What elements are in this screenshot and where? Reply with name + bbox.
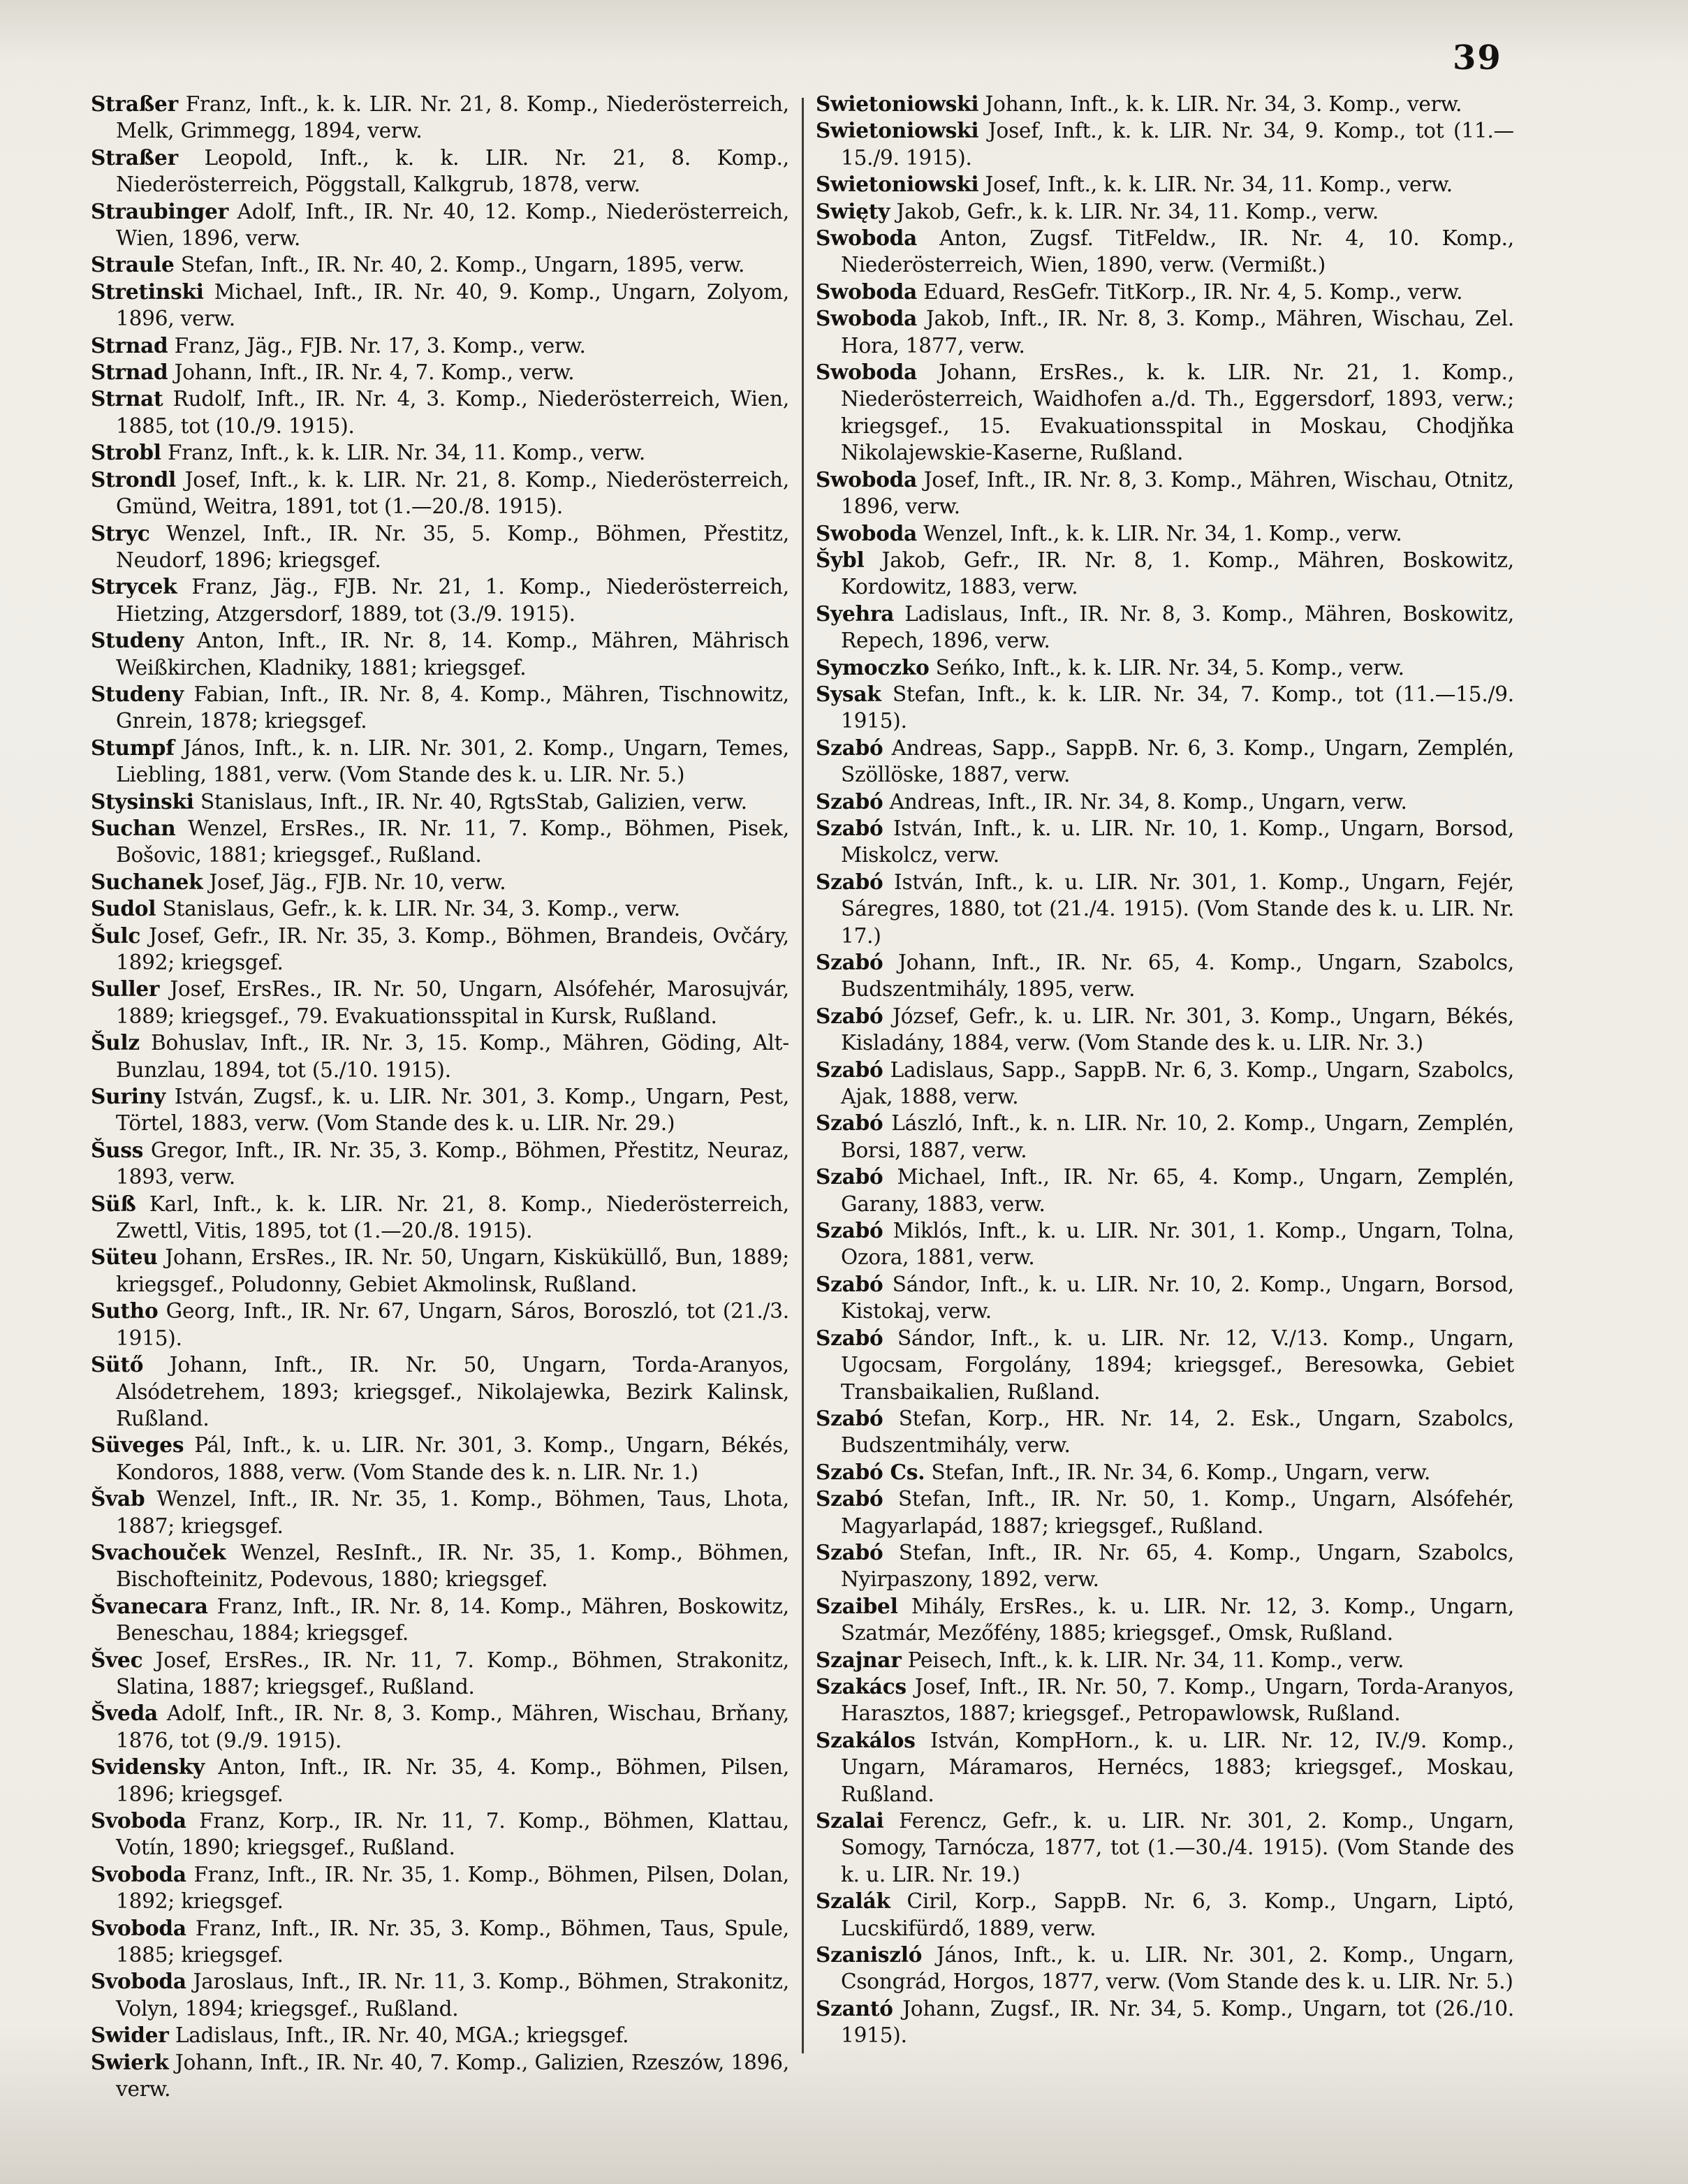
entry-surname: Šulz	[91, 1030, 140, 1055]
register-entry	[816, 279, 1514, 305]
register-entry	[816, 1057, 1514, 1111]
register-entry	[91, 386, 789, 439]
register-entry	[816, 1164, 1514, 1217]
entry-surname: Szabó	[816, 1486, 883, 1511]
entry-details: Jakob, Inft., IR. Nr. 8, 3. Komp., Mähren, Wischau, Zel. Hora, 1877, verw.	[841, 307, 1514, 358]
entry-details: János, Inft., k. u. LIR. Nr. 301, 2. Komp., Ungarn, Csongrád, Horgos, 1877, verw. (Vom Stande des k. u. LIR. Nr. 5.)	[841, 1943, 1514, 1994]
register-entry	[91, 1754, 789, 1808]
register-entry	[91, 1137, 789, 1191]
entry-details: István, Inft., k. u. LIR. Nr. 301, 1. Komp., Ungarn, Fejér, Sáregres, 1880, tot (21./4. 1915). (Vom Stande des k. u. LIR. Nr. 17.)	[841, 870, 1514, 948]
entry-details: Franz, Inft., k. k. LIR. Nr. 34, 11. Komp., verw.	[167, 441, 646, 465]
register-entry	[91, 359, 789, 386]
register-entry	[816, 869, 1514, 949]
register-entry	[816, 1673, 1514, 1727]
entry-details: Anton, Zugsf. TitFeldw., IR. Nr. 4, 10. Komp., Niederösterreich, Wien, 1890, verw. (Vermißt.)	[841, 226, 1514, 277]
page-number: 39	[1453, 38, 1502, 78]
register-entry	[91, 1432, 789, 1486]
entry-surname: Syehra	[816, 601, 895, 626]
entry-details: Ladislaus, Inft., IR. Nr. 8, 3. Komp., Mähren, Boskowitz, Repech, 1896, verw.	[841, 601, 1515, 653]
entry-surname: Suchan	[91, 815, 176, 840]
entry-details: Eduard, ResGefr. TitKorp., IR. Nr. 4, 5. Komp., verw.	[923, 279, 1463, 304]
entry-details: Ciril, Korp., SappB. Nr. 6, 3. Komp., Ungarn, Liptó, Lucskifürdő, 1889, verw.	[841, 1889, 1514, 1940]
entry-surname: Szabó	[816, 950, 883, 974]
entry-surname: Straule	[91, 252, 175, 277]
register-entry	[816, 520, 1514, 547]
entry-details: Johann, Zugsf., IR. Nr. 34, 5. Komp., Ungarn, tot (26./10. 1915).	[841, 1996, 1514, 2048]
entry-surname: Szaibel	[816, 1593, 898, 1618]
entry-surname: Strnat	[91, 386, 163, 411]
entry-surname: Szabó	[816, 789, 883, 814]
register-entry	[91, 2049, 789, 2103]
register-entry	[91, 869, 789, 895]
entry-surname: Szabó	[816, 1111, 883, 1136]
entry-details: Georg, Inft., IR. Nr. 67, Ungarn, Sáros, Boroszló, tot (21./3. 1915).	[116, 1299, 789, 1350]
entry-surname: Szabó	[816, 1405, 883, 1430]
register-entry	[91, 895, 789, 922]
entry-surname: Swoboda	[816, 360, 918, 385]
entry-surname: Stretinski	[91, 279, 204, 304]
entry-surname: Swietoniowski	[816, 172, 979, 197]
register-entry	[816, 1486, 1514, 1539]
entry-surname: Strycek	[91, 574, 177, 599]
entry-surname: Straubinger	[91, 198, 229, 223]
register-entry	[91, 1861, 789, 1915]
entry-details: Ferencz, Gefr., k. u. LIR. Nr. 301, 2. Komp., Ungarn, Somogy, Tarnócza, 1877, tot (1.—30./4. 1915). (Vom Stande des k. u. LIR. Nr. 19.)	[841, 1809, 1515, 1886]
entry-surname: Szabó	[816, 1271, 883, 1296]
entry-details: István, KompHorn., k. u. LIR. Nr. 12, IV./9. Komp., Ungarn, Máramaros, Hernécs, 1883; kriegsgef., Moskau, Rußland.	[841, 1728, 1514, 1806]
entry-surname: Szantó	[816, 1995, 893, 2021]
register-entry	[91, 1968, 789, 2022]
register-entry	[816, 1459, 1514, 1486]
entry-details: Johann, ErsRes., k. k. LIR. Nr. 21, 1. Komp., Niederösterreich, Waidhofen a./d. Th., Eggersdorf, 1893, verw.; kriegsgef., 15. Evakuationsspital in Moskau, Chodjňka Nikolajewskie-Kaserne, Rußland.	[841, 360, 1514, 465]
register-entry	[816, 171, 1514, 198]
entry-details: Wenzel, ErsRes., IR. Nr. 11, 7. Komp., Böhmen, Pisek, Bošovic, 1881; kriegsgef., Rußland.	[116, 816, 789, 867]
entry-surname: Svoboda	[91, 1915, 186, 1940]
register-entry	[91, 627, 789, 681]
entry-surname: Szakács	[816, 1673, 907, 1699]
entry-details: Wenzel, ResInft., IR. Nr. 35, 1. Komp., Böhmen, Bischofteinitz, Podevous, 1880; kriegsgef.	[116, 1540, 789, 1592]
entry-details: Sándor, Inft., k. u. LIR. Nr. 12, V./13. Komp., Ungarn, Ugocsam, Forgolány, 1894; kriegsgef., Beresowka, Gebiet Transbaikalien, Rußland.	[841, 1326, 1514, 1404]
register-entry	[91, 735, 789, 789]
entry-surname: Süteu	[91, 1245, 158, 1270]
register-entry	[816, 198, 1514, 225]
register-entry	[816, 735, 1514, 789]
entry-details: László, Inft., k. n. LIR. Nr. 10, 2. Komp., Ungarn, Zemplén, Borsi, 1887, verw.	[841, 1111, 1514, 1162]
register-entry	[816, 467, 1514, 520]
register-entry	[816, 654, 1514, 681]
entry-surname: Strobl	[91, 440, 161, 465]
entry-surname: Strondl	[91, 467, 177, 492]
register-entry	[91, 251, 789, 278]
entry-surname: Švab	[91, 1486, 145, 1511]
entry-details: Stefan, Inft., IR. Nr. 40, 2. Komp., Ungarn, 1895, verw.	[180, 253, 745, 277]
entry-details: Franz, Inft., IR. Nr. 8, 14. Komp., Mähren, Boskowitz, Beneschau, 1884; kriegsgef.	[116, 1594, 789, 1646]
entry-details: Mihály, ErsRes., k. u. LIR. Nr. 12, 3. Komp., Ungarn, Szatmár, Mezőfény, 1885; kriegsgef., Omsk, Rußland.	[841, 1594, 1515, 1646]
entry-details: Stanislaus, Inft., IR. Nr. 40, RgtsStab, Galizien, verw.	[200, 789, 747, 814]
entry-details: Josef, Gefr., IR. Nr. 35, 3. Komp., Böhmen, Brandeis, Ovčáry, 1892; kriegsgef.	[116, 923, 789, 974]
register-entry	[816, 225, 1514, 279]
register-entry	[91, 1808, 789, 1861]
entry-details: Josef, Inft., IR. Nr. 50, 7. Komp., Ungarn, Torda-Aranyos, Harasztos, 1887; kriegsgef., Petropawlowsk, Rußland.	[841, 1674, 1514, 1726]
register-entry	[816, 1110, 1514, 1164]
entry-details: Anton, Inft., IR. Nr. 8, 14. Komp., Mähren, Mährisch Weißkirchen, Kladniky, 1881; kriegsgef.	[116, 629, 789, 680]
entry-details: Gregor, Inft., IR. Nr. 35, 3. Komp., Böhmen, Přestitz, Neuraz, 1893, verw.	[116, 1138, 789, 1189]
entry-details: Michael, Inft., IR. Nr. 40, 9. Komp., Ungarn, Zolyom, 1896, verw.	[116, 279, 789, 331]
entry-surname: Szabó Cs.	[816, 1459, 925, 1484]
entry-details: Wenzel, Inft., k. k. LIR. Nr. 34, 1. Komp., verw.	[923, 521, 1402, 545]
register-entry	[91, 976, 789, 1029]
entry-details: Stefan, Inft., IR. Nr. 34, 6. Komp., Ungarn, verw.	[931, 1460, 1431, 1484]
entry-details: Peisech, Inft., k. k. LIR. Nr. 34, 11. Komp., verw.	[907, 1648, 1404, 1672]
entry-surname: Swoboda	[816, 279, 918, 304]
entry-details: Josef, Inft., IR. Nr. 8, 3. Komp., Mähren, Wischau, Otnitz, 1896, verw.	[841, 467, 1514, 519]
entry-details: József, Gefr., k. u. LIR. Nr. 301, 3. Komp., Ungarn, Békés, Kisladány, 1884, verw. (Vom Stande des k. u. LIR. Nr. 3.)	[841, 1004, 1514, 1055]
register-entry	[816, 1647, 1514, 1673]
register-entry	[91, 1244, 789, 1298]
entry-surname: Süveges	[91, 1432, 184, 1458]
entry-surname: Szabó	[816, 869, 883, 894]
entry-surname: Suriny	[91, 1084, 166, 1109]
entry-details: Stefan, Inft., IR. Nr. 50, 1. Komp., Ungarn, Alsófehér, Magyarlapád, 1887; kriegsgef., Rußland.	[841, 1487, 1514, 1538]
entry-details: Miklós, Inft., k. u. LIR. Nr. 301, 1. Komp., Ungarn, Tolna, Ozora, 1881, verw.	[841, 1219, 1514, 1270]
entry-surname: Szalai	[816, 1808, 884, 1833]
entry-details: Leopold, Inft., k. k. LIR. Nr. 21, 8. Komp., Niederösterreich, Pöggstall, Kalkgrub, 1878, verw.	[116, 145, 789, 197]
entry-surname: Swoboda	[816, 467, 918, 492]
entry-surname: Szabó	[816, 735, 883, 760]
register-entry	[91, 2022, 789, 2049]
entry-details: Adolf, Inft., IR. Nr. 8, 3. Komp., Mähren, Wischau, Brňany, 1876, tot (9./9. 1915).	[116, 1701, 790, 1752]
register-entry	[91, 520, 789, 574]
register-entry	[91, 1915, 789, 1969]
register-entry	[91, 923, 789, 976]
entry-details: Pál, Inft., k. u. LIR. Nr. 301, 3. Komp., Ungarn, Békés, Kondoros, 1888, verw. (Vom Stande des k. n. LIR. Nr. 1.)	[116, 1433, 789, 1484]
entry-details: Josef, Inft., k. k. LIR. Nr. 21, 8. Komp., Niederösterreich, Gmünd, Weitra, 1891, tot (1.—20./8. 1915).	[116, 467, 789, 519]
register-entry	[91, 1700, 789, 1754]
entry-details: Josef, Inft., k. k. LIR. Nr. 34, 9. Komp., tot (11.—15./9. 1915).	[841, 119, 1514, 170]
register-entry	[91, 279, 789, 332]
entry-surname: Szabó	[816, 1003, 883, 1028]
entry-surname: Švanecara	[91, 1593, 208, 1618]
entry-details: Johann, Inft., k. k. LIR. Nr. 34, 3. Komp., verw.	[985, 92, 1462, 116]
entry-details: Franz, Inft., k. k. LIR. Nr. 21, 8. Komp., Niederösterreich, Melk, Grimmegg, 1894, verw.	[116, 92, 789, 143]
register-entry	[816, 949, 1514, 1003]
entry-surname: Sütő	[91, 1352, 144, 1377]
entry-details: Michael, Inft., IR. Nr. 65, 4. Komp., Ungarn, Zemplén, Garany, 1883, verw.	[841, 1165, 1514, 1216]
register-entry	[91, 439, 789, 466]
entry-details: Bohuslav, Inft., IR. Nr. 3, 15. Komp., Mähren, Göding, Alt-Bunzlau, 1894, tot (5./10. 1915).	[116, 1031, 789, 1082]
entry-surname: Šuss	[91, 1137, 144, 1162]
entry-details: Ladislaus, Sapp., SappB. Nr. 6, 3. Komp., Ungarn, Szabolcs, Ajak, 1888, verw.	[841, 1057, 1514, 1109]
entry-surname: Szabó	[816, 1057, 883, 1082]
entry-surname: Švec	[91, 1647, 143, 1672]
register-entry	[91, 1539, 789, 1593]
entry-details: Johann, Inft., IR. Nr. 4, 7. Komp., verw.	[174, 360, 575, 385]
entry-surname: Suchanek	[91, 869, 203, 894]
entry-surname: Šybl	[816, 547, 865, 572]
entry-surname: Šulc	[91, 923, 141, 948]
register-entry	[816, 1888, 1514, 1942]
register-entry	[816, 1593, 1514, 1647]
entry-surname: Stysinski	[91, 789, 194, 814]
entry-surname: Svoboda	[91, 1861, 186, 1886]
entry-surname: Swierk	[91, 2049, 169, 2074]
entry-surname: Szakálos	[816, 1727, 916, 1752]
entry-details: Josef, Inft., k. k. LIR. Nr. 34, 11. Komp., verw.	[985, 173, 1453, 197]
entry-details: Johann, Inft., IR. Nr. 40, 7. Komp., Galizien, Rzeszów, 1896, verw.	[116, 2050, 789, 2102]
register-entry	[91, 91, 789, 145]
register-entry	[91, 1486, 789, 1539]
left-column	[91, 91, 789, 2102]
entry-details: Stanislaus, Gefr., k. k. LIR. Nr. 34, 3. Komp., verw.	[162, 897, 680, 921]
entry-surname: Studeny	[91, 681, 184, 706]
entry-details: Ladislaus, Inft., IR. Nr. 40, MGA.; kriegsgef.	[175, 2023, 629, 2048]
register-entry	[91, 1593, 789, 1647]
entry-details: Sándor, Inft., k. u. LIR. Nr. 10, 2. Komp., Ungarn, Borsod, Kistokaj, verw.	[841, 1272, 1514, 1324]
register-entry	[816, 91, 1514, 117]
entry-details: Franz, Korp., IR. Nr. 11, 7. Komp., Böhmen, Klattau, Votín, 1890; kriegsgef., Rußland.	[116, 1809, 789, 1860]
entry-surname: Stumpf	[91, 735, 175, 760]
entry-details: Rudolf, Inft., IR. Nr. 4, 3. Komp., Niederösterreich, Wien, 1885, tot (10./9. 1915).	[116, 387, 789, 438]
register-entry	[816, 305, 1514, 359]
register-entry	[816, 1727, 1514, 1808]
register-entry	[816, 1995, 1514, 2049]
entry-surname: Szabó	[816, 1218, 883, 1243]
register-entry	[816, 1325, 1514, 1405]
entry-details: Josef, Jäg., FJB. Nr. 10, verw.	[209, 870, 506, 894]
entry-surname: Szalák	[816, 1889, 890, 1914]
entry-details: Stefan, Inft., IR. Nr. 65, 4. Komp., Ungarn, Szabolcs, Nyirpaszony, 1892, verw.	[841, 1540, 1514, 1592]
entry-surname: Stryc	[91, 520, 150, 545]
entry-details: Fabian, Inft., IR. Nr. 8, 4. Komp., Mähren, Tischnowitz, Gnrein, 1878; kriegsgef.	[116, 682, 789, 733]
entry-details: Wenzel, Inft., IR. Nr. 35, 1. Komp., Böhmen, Taus, Lhota, 1887; kriegsgef.	[116, 1487, 789, 1538]
register-entry	[816, 1405, 1514, 1459]
entry-surname: Šveda	[91, 1701, 158, 1726]
register-entry	[91, 467, 789, 520]
register-entry	[91, 573, 789, 627]
entry-surname: Szabó	[816, 1325, 883, 1350]
register-entry	[816, 815, 1514, 869]
entry-details: János, Inft., k. n. LIR. Nr. 301, 2. Komp., Ungarn, Temes, Liebling, 1881, verw. (Vom Stande des k. u. LIR. Nr. 5.)	[116, 735, 789, 787]
entry-surname: Symoczko	[816, 654, 930, 680]
register-entry	[816, 789, 1514, 815]
entry-surname: Svachouček	[91, 1539, 226, 1564]
entry-surname: Sutho	[91, 1298, 159, 1324]
entry-surname: Strnad	[91, 332, 168, 358]
register-entry	[816, 1003, 1514, 1057]
register-entry	[816, 601, 1514, 654]
register-entry	[91, 1298, 789, 1351]
entry-details: Seńko, Inft., k. k. LIR. Nr. 34, 5. Komp., verw.	[935, 655, 1404, 680]
entry-details: Stefan, Korp., HR. Nr. 14, 2. Esk., Ungarn, Szabolcs, Budszentmihály, verw.	[841, 1406, 1514, 1458]
entry-surname: Szajnar	[816, 1647, 902, 1672]
entry-surname: Swoboda	[816, 520, 918, 545]
entry-surname: Szabó	[816, 1164, 883, 1189]
entry-surname: Straßer	[91, 145, 178, 170]
entry-surname: Szaniszló	[816, 1942, 923, 1967]
register-entry	[91, 1191, 789, 1245]
entry-surname: Szabó	[816, 1539, 883, 1564]
entry-details: Franz, Jäg., FJB. Nr. 21, 1. Komp., Niederösterreich, Hietzing, Atzgersdorf, 1889, tot (3./9. 1915).	[116, 575, 789, 626]
entry-surname: Suller	[91, 976, 160, 1002]
entry-surname: Süß	[91, 1191, 136, 1216]
entry-details: Adolf, Inft., IR. Nr. 40, 12. Komp., Niederösterreich, Wien, 1896, verw.	[116, 199, 789, 251]
register-entry	[816, 1539, 1514, 1593]
register-entry	[816, 1808, 1514, 1888]
entry-details: Johann, ErsRes., IR. Nr. 50, Ungarn, Kisküküllő, Bun, 1889; kriegsgef., Poludonny, Gebiet Akmolinsk, Rußland.	[116, 1245, 789, 1296]
entry-details: Franz, Jäg., FJB. Nr. 17, 3. Komp., verw.	[174, 333, 586, 358]
register-entry	[91, 1647, 789, 1701]
entry-surname: Szabó	[816, 815, 883, 840]
entry-surname: Sudol	[91, 896, 156, 921]
entry-details: Josef, ErsRes., IR. Nr. 11, 7. Komp., Böhmen, Strakonitz, Slatina, 1887; kriegsgef., Rußland.	[116, 1648, 789, 1699]
entry-surname: Straßer	[91, 91, 178, 116]
right-column	[816, 91, 1514, 2049]
entry-details: Franz, Inft., IR. Nr. 35, 3. Komp., Böhmen, Taus, Spule, 1885; kriegsgef.	[116, 1916, 789, 1967]
entry-details: Anton, Inft., IR. Nr. 35, 4. Komp., Böhmen, Pilsen, 1896; kriegsgef.	[116, 1755, 789, 1806]
entry-details: Jakob, Gefr., IR. Nr. 8, 1. Komp., Mähren, Boskowitz, Kordowitz, 1883, verw.	[841, 548, 1514, 599]
entry-surname: Swietoniowski	[816, 118, 979, 143]
entry-surname: Studeny	[91, 628, 184, 653]
entry-surname: Swięty	[816, 198, 890, 223]
register-entry	[91, 1029, 789, 1083]
entry-details: Jakob, Gefr., k. k. LIR. Nr. 34, 11. Komp., verw.	[896, 199, 1379, 223]
entry-surname: Swoboda	[816, 306, 918, 331]
register-entry	[91, 145, 789, 198]
entry-surname: Svidensky	[91, 1754, 205, 1780]
entry-surname: Sysak	[816, 681, 881, 706]
register-entry	[816, 117, 1514, 171]
entry-surname: Svoboda	[91, 1808, 186, 1833]
entry-surname: Swietoniowski	[816, 91, 979, 116]
entry-details: Andreas, Inft., IR. Nr. 34, 8. Komp., Ungarn, verw.	[889, 789, 1407, 814]
column-divider	[802, 98, 804, 2053]
entry-details: Josef, ErsRes., IR. Nr. 50, Ungarn, Alsófehér, Marosujvár, 1889; kriegsgef., 79. Evakuationsspital in Kursk, Rußland.	[116, 977, 789, 1028]
register-entry	[91, 789, 789, 815]
entry-details: Johann, Inft., IR. Nr. 50, Ungarn, Torda-Aranyos, Alsódetrehem, 1893; kriegsgef., Nikolajewka, Bezirk Kalinsk, Rußland.	[116, 1353, 789, 1430]
register-entry	[91, 1083, 789, 1137]
register-entry	[91, 1351, 789, 1432]
entry-details: Jaroslaus, Inft., IR. Nr. 11, 3. Komp., Böhmen, Strakonitz, Volyn, 1894; kriegsgef., Rußland.	[116, 1970, 789, 2021]
register-entry	[816, 1942, 1514, 1995]
register-entry	[816, 1217, 1514, 1271]
entry-details: István, Inft., k. u. LIR. Nr. 10, 1. Komp., Ungarn, Borsod, Miskolcz, verw.	[841, 816, 1514, 867]
entry-surname: Svoboda	[91, 1969, 186, 1994]
entry-details: Franz, Inft., IR. Nr. 35, 1. Komp., Böhmen, Pilsen, Dolan, 1892; kriegsgef.	[116, 1862, 789, 1914]
entry-details: Andreas, Sapp., SappB. Nr. 6, 3. Komp., Ungarn, Zemplén, Szöllöske, 1887, verw.	[841, 735, 1514, 787]
entry-surname: Swoboda	[816, 226, 918, 251]
register-entry	[91, 681, 789, 735]
register-entry	[91, 815, 789, 869]
entry-details: István, Zugsf., k. u. LIR. Nr. 301, 3. Komp., Ungarn, Pest, Törtel, 1883, verw. (Vom Stande des k. u. LIR. Nr. 29.)	[116, 1085, 789, 1136]
entry-details: Karl, Inft., k. k. LIR. Nr. 21, 8. Komp., Niederösterreich, Zwettl, Vitis, 1895, tot (1.—20./8. 1915).	[116, 1192, 789, 1243]
entry-details: Wenzel, Inft., IR. Nr. 35, 5. Komp., Böhmen, Přestitz, Neudorf, 1896; kriegsgef.	[116, 521, 789, 572]
entry-surname: Swider	[91, 2023, 169, 2048]
register-entry	[816, 1271, 1514, 1325]
register-entry	[816, 681, 1514, 735]
register-entry	[91, 332, 789, 359]
register-entry	[816, 359, 1514, 467]
entry-details: Stefan, Inft., k. k. LIR. Nr. 34, 7. Komp., tot (11.—15./9. 1915).	[841, 682, 1514, 733]
register-entry	[91, 198, 789, 252]
entry-details: Johann, Inft., IR. Nr. 65, 4. Komp., Ungarn, Szabolcs, Budszentmihály, 1895, verw.	[841, 951, 1514, 1002]
entry-surname: Strnad	[91, 360, 168, 385]
register-entry	[816, 547, 1514, 601]
